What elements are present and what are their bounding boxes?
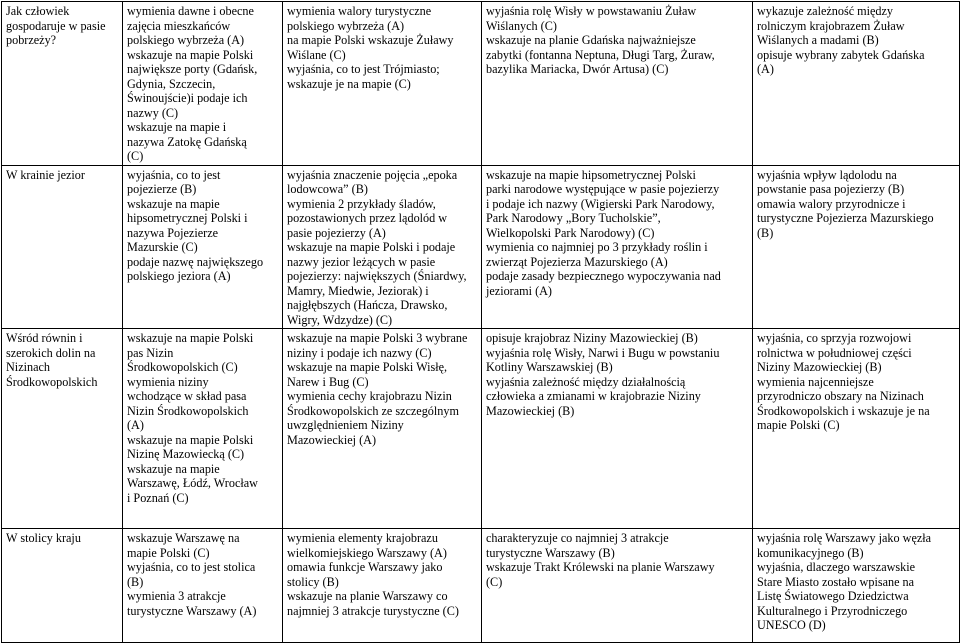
cell-text-line: wyjaśnia, co sprzyja rozwojowi <box>757 331 912 345</box>
cell-text-line: i podaje ich nazwy (Wigierski Park Narodowy, <box>486 196 715 211</box>
cell-text-line: Listę Światowego Dziedzictwa <box>757 589 909 603</box>
cell-text-line: wyjaśnia, dlaczego warszawskie <box>757 560 916 574</box>
cell-text-line: rolniczym krajobrazem Żuław <box>757 18 905 33</box>
cell-text-line: lodowcowa” (B) <box>287 182 368 196</box>
cell-text-line: wskazuje na mapie Polski <box>127 331 254 345</box>
table-row <box>2 329 960 529</box>
cell-text-line: komunikacyjnego (B) <box>757 545 864 560</box>
cell-text-line: wymienia cechy krajobrazu Nizin <box>287 389 452 403</box>
cell-text-line: wymienia 2 przykłady śladów, <box>287 196 436 211</box>
cell-text-line: szerokich dolin na <box>6 345 96 360</box>
cell-text-line: wymienia najcenniejsze <box>757 374 874 389</box>
requirement-cell <box>123 529 283 643</box>
cell-text-line: przyrodniczo obszary na Nizinach <box>757 389 924 403</box>
cell-text-line: największe porty (Gdańsk, <box>127 62 258 76</box>
cell-text-line: nazywa Zatokę Gdańską <box>127 134 247 149</box>
cell-text-line: wymienia walory turystyczne <box>287 4 432 18</box>
cell-text-line: wskazuje je na mapie (C) <box>287 76 411 91</box>
cell-text-line: polskiego jeziora (A) <box>127 269 231 283</box>
cell-text-line: Wiślanych a madami (B) <box>757 33 879 47</box>
cell-text-line: Mazurskie (C) <box>127 240 198 254</box>
cell-text-line: Nizinach <box>6 360 50 374</box>
cell-text-line: wskazuje na mapie hipsometrycznej Polski <box>486 167 696 182</box>
cell-text-line: wskazuje na mapie Polski i podaje <box>287 240 456 254</box>
topic-cell <box>2 529 123 643</box>
cell-text-line: uwzględnieniem Niziny <box>287 418 404 432</box>
cell-text-line: najmniej 3 atrakcje turystyczne (C) <box>287 603 459 618</box>
cell-text-line: nazywa Pojezierze <box>127 225 219 240</box>
cell-text-line: najgłębszych (Hańcza, Drawsko, <box>287 298 448 312</box>
cell-text-line: powstanie pasa pojezierzy (B) <box>757 182 905 196</box>
requirement-cell <box>482 165 753 329</box>
requirement-cell <box>753 529 960 643</box>
cell-text-line: pobrzeży? <box>6 33 57 47</box>
cell-text-line: mapie Polski (C) <box>127 545 210 560</box>
cell-text-line: turystyczne Warszawy (B) <box>486 545 615 560</box>
cell-text-line: człowieka a zmianami w krajobrazie Niziny <box>486 389 701 403</box>
cell-text-line: wykazuje zależność między <box>757 4 894 18</box>
cell-text-line: stolicy (B) <box>287 574 339 589</box>
cell-text-line: (A) <box>127 418 144 432</box>
cell-text-line: wskazuje na mapie Polski <box>127 47 254 62</box>
requirement-cell <box>123 165 283 329</box>
requirement-cell <box>283 2 482 166</box>
cell-text-line: Mazowieckiej (B) <box>486 403 575 418</box>
cell-text-line: mapie Polski (C) <box>757 418 840 432</box>
cell-text-line: nazwy jezior leżących w pasie <box>287 254 436 269</box>
cell-text-line: Wielkopolski Park Narodowy) (C) <box>486 225 655 240</box>
cell-text-line: turystyczne Warszawy (A) <box>127 603 257 618</box>
table-body <box>2 2 960 643</box>
cell-text-line: Wiślane (C) <box>287 47 346 62</box>
table-row <box>2 2 960 166</box>
cell-text-line: wyjaśnia rolę Wisły w powstawaniu Żuław <box>486 4 697 18</box>
cell-text-line: wskazuje Warszawę na <box>127 531 240 545</box>
cell-text-line: polskiego wybrzeża (A) <box>287 18 405 33</box>
cell-text-line: Gdynia, Szczecin, <box>127 76 216 91</box>
requirement-cell <box>482 329 753 529</box>
cell-text-line: Nizinę Mazowiecką (C) <box>127 447 245 461</box>
requirement-cell <box>482 529 753 643</box>
cell-text-line: wskazuje na mapie Polski 3 wybrane <box>287 331 468 345</box>
cell-text-line: wyjaśnia rolę Warszawy jako węzła <box>757 531 932 545</box>
cell-text-line: Jak człowiek <box>6 4 70 18</box>
cell-text-line: omawia walory przyrodnicze i <box>757 196 906 211</box>
cell-text-line: Środkowopolskich <box>6 374 98 389</box>
cell-text-line: pas Nizin <box>127 345 174 360</box>
cell-text-line: wskazuje na planie Gdańska najważniejsze <box>486 33 696 47</box>
table-row <box>2 165 960 329</box>
cell-text-line: gospodaruje w pasie <box>6 18 106 33</box>
cell-text-line: Stare Miasto zostało wpisane na <box>757 574 915 589</box>
cell-text-line: wyjaśnia, co to jest Trójmiasto; <box>287 62 440 76</box>
cell-text-line: wskazuje na mapie Polski <box>127 432 254 447</box>
cell-text-line: wymienia elementy krajobrazu <box>287 531 438 545</box>
cell-text-line: Mamry, Miedwie, Jeziorak) i <box>287 283 429 298</box>
cell-text-line: wymienia co najmniej po 3 przykłady roślin i <box>486 240 708 254</box>
cell-text-line: wyjaśnia rolę Wisły, Narwi i Bugu w powstaniu <box>486 345 720 360</box>
cell-text-line: UNESCO (D) <box>757 618 826 632</box>
topic-cell <box>2 329 123 529</box>
requirement-cell <box>753 165 960 329</box>
cell-text-line: niziny i podaje ich nazwy (C) <box>287 345 432 360</box>
cell-text-line: pasie pojezierzy (A) <box>287 225 386 240</box>
cell-text-line: (C) <box>127 149 144 163</box>
cell-text-line: wyjaśnia, co to jest <box>127 167 221 182</box>
cell-text-line: wyjaśnia zależność między działalnością <box>486 374 686 389</box>
cell-text-line: na mapie Polski wskazuje Żuławy <box>287 33 454 47</box>
cell-text-line: wskazuje na mapie <box>127 461 220 476</box>
cell-text-line: Kulturalnego i Przyrodniczego <box>757 603 908 618</box>
cell-text-line: Środkowopolskich i wskazuje je na <box>757 403 930 418</box>
requirement-cell <box>753 329 960 529</box>
curriculum-requirements-table <box>1 1 960 643</box>
cell-text-line: i Poznań (C) <box>127 490 189 505</box>
cell-text-line: zabytki (fontanna Neptuna, Długi Targ, Żuraw, <box>486 47 715 62</box>
cell-text-line: Środkowopolskich ze szczególnym <box>287 403 459 418</box>
cell-text-line: wymienia 3 atrakcje <box>127 589 226 603</box>
cell-text-line: (B) <box>127 574 144 589</box>
cell-text-line: W krainie jezior <box>6 167 85 182</box>
cell-text-line: polskiego wybrzeża (A) <box>127 33 245 47</box>
cell-text-line: wskazuje Trakt Królewski na planie Warszawy <box>486 560 715 574</box>
requirement-cell <box>753 2 960 166</box>
cell-text-line: Warszawę, Łódź, Wrocław <box>127 476 258 490</box>
cell-text-line: Narew i Bug (C) <box>287 374 369 389</box>
cell-text-line: charakteryzuje co najmniej 3 atrakcje <box>486 531 669 545</box>
topic-cell <box>2 165 123 329</box>
cell-text-line: pojezierzy: największych (Śniardwy, <box>287 269 467 283</box>
cell-text-line: wymienia dawne i obecne <box>127 4 254 18</box>
topic-cell <box>2 2 123 166</box>
cell-text-line: Świnoujście)i podaje ich <box>127 91 248 105</box>
requirement-cell <box>283 165 482 329</box>
cell-text-line: parki narodowe występujące w pasie pojezierzy <box>486 182 720 196</box>
cell-text-line: Park Narodowy „Bory Tucholskie”, <box>486 211 661 225</box>
cell-text-line: wskazuje na mapie i <box>127 120 227 134</box>
cell-text-line: zajęcia mieszkańców <box>127 18 231 33</box>
cell-text-line: turystyczne Pojezierza Mazurskiego <box>757 211 934 225</box>
requirement-cell <box>482 2 753 166</box>
cell-text-line: zwierząt Pojezierza Mazurskiego (A) <box>486 254 668 269</box>
cell-text-line: omawia funkcje Warszawy jako <box>287 560 443 574</box>
cell-text-line: wyjaśnia wpływ lądolodu na <box>757 167 897 182</box>
cell-text-line: wyjaśnia znaczenie pojęcia „epoka <box>287 167 458 182</box>
cell-text-line: wskazuje na mapie <box>127 196 220 211</box>
cell-text-line: (B) <box>757 225 774 240</box>
requirement-cell <box>123 2 283 166</box>
requirement-cell <box>123 329 283 529</box>
requirement-cell <box>283 329 482 529</box>
cell-text-line: wskazuje na planie Warszawy co <box>287 589 448 603</box>
cell-text-line: opisuje wybrany zabytek Gdańska <box>757 47 925 62</box>
cell-text-line: wchodzące w skład pasa <box>127 389 247 403</box>
cell-text-line: bazylika Mariacka, Dwór Artusa) (C) <box>486 62 669 76</box>
cell-text-line: rolnictwa w południowej części <box>757 345 912 360</box>
cell-text-line: Wiślanych (C) <box>486 18 557 33</box>
cell-text-line: Wśród równin i <box>6 331 83 345</box>
cell-text-line: wielkomiejskiego Warszawy (A) <box>287 545 447 560</box>
cell-text-line: pojezierze (B) <box>127 182 197 196</box>
cell-text-line: podaje zasady bezpiecznego wypoczywania nad <box>486 269 721 283</box>
cell-text-line: Środkowopolskich (C) <box>127 360 238 374</box>
table-row <box>2 529 960 643</box>
cell-text-line: wskazuje na mapie Polski Wisłę, <box>287 360 448 374</box>
requirement-cell <box>283 529 482 643</box>
cell-text-line: pozostawionych przez lądolód w <box>287 211 448 225</box>
cell-text-line: nazwy (C) <box>127 105 179 120</box>
cell-text-line: (A) <box>757 62 774 76</box>
cell-text-line: (C) <box>486 574 503 589</box>
cell-text-line: podaje nazwę największego <box>127 254 264 269</box>
cell-text-line: Niziny Mazowieckiej (B) <box>757 360 882 374</box>
cell-text-line: jeziorami (A) <box>486 283 552 298</box>
cell-text-line: Wigry, Wdzydze) (C) <box>287 312 393 327</box>
cell-text-line: wyjaśnia, co to jest stolica <box>127 560 256 574</box>
cell-text-line: W stolicy kraju <box>6 531 81 545</box>
cell-text-line: Nizin Środkowopolskich <box>127 403 249 418</box>
cell-text-line: Mazowieckiej (A) <box>287 432 376 447</box>
cell-text-line: wymienia niziny <box>127 374 209 389</box>
cell-text-line: hipsometrycznej Polski i <box>127 211 248 225</box>
cell-text-line: opisuje krajobraz Niziny Mazowieckiej (B) <box>486 331 698 345</box>
cell-text-line: Kotliny Warszawskiej (B) <box>486 360 613 374</box>
